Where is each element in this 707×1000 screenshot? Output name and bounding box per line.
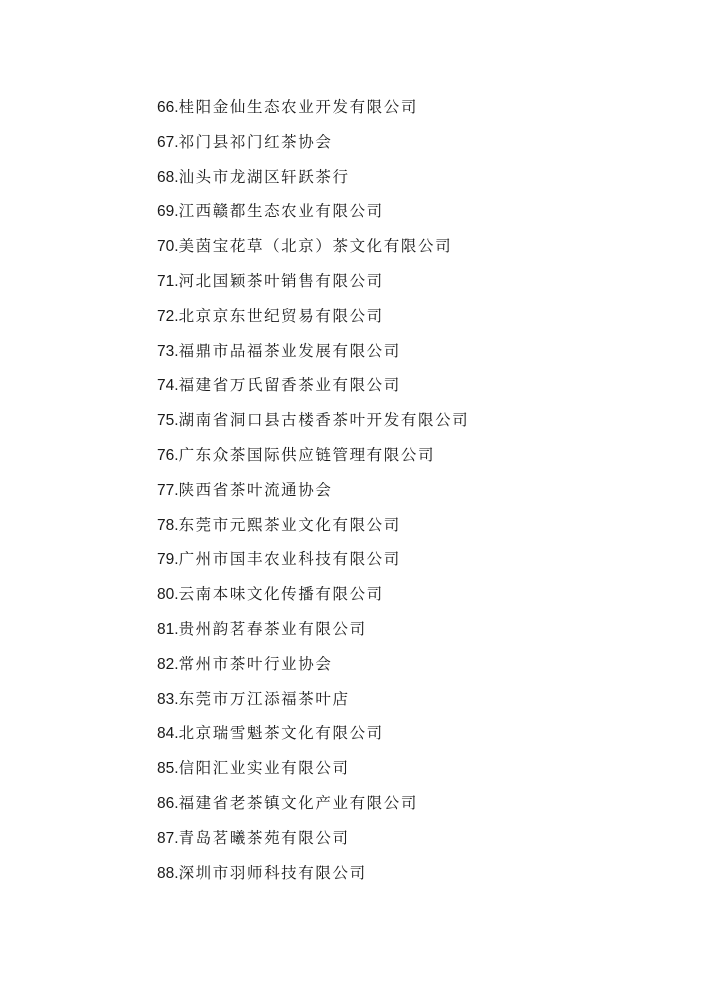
organization-name: 福建省老茶镇文化产业有限公司 — [178, 793, 418, 812]
item-number: 78. — [157, 516, 179, 534]
organization-name: 美茵宝花草（北京）茶文化有限公司 — [178, 237, 453, 256]
organization-name: 东莞市元熙茶业文化有限公司 — [178, 515, 401, 534]
organization-name: 汕头市龙湖区轩跃茶行 — [178, 167, 350, 186]
item-number: 74. — [157, 377, 179, 395]
item-number: 84. — [157, 725, 179, 743]
list-item — [157, 334, 469, 369]
item-number: 73. — [157, 342, 179, 360]
list-item — [157, 473, 469, 508]
organization-name: 福鼎市品福茶业发展有限公司 — [178, 341, 401, 360]
item-number: 83. — [157, 690, 179, 708]
list-item — [157, 368, 469, 403]
item-number: 80. — [157, 586, 179, 604]
organization-name: 青岛茗曦茶苑有限公司 — [178, 828, 350, 847]
list-item — [157, 821, 469, 856]
organization-name: 东莞市万江添福茶叶店 — [178, 689, 350, 708]
item-number: 71. — [157, 272, 179, 290]
organization-name: 祁门县祁门红茶协会 — [178, 132, 333, 151]
item-number: 67. — [157, 133, 179, 151]
organization-name: 广东众茶国际供应链管理有限公司 — [178, 445, 436, 464]
list-item — [157, 508, 469, 543]
item-number: 86. — [157, 794, 179, 812]
item-number: 81. — [157, 620, 179, 638]
list-item — [157, 647, 469, 682]
item-number: 88. — [157, 864, 179, 882]
organization-list — [157, 90, 469, 890]
list-item — [157, 577, 469, 612]
item-number: 77. — [157, 481, 179, 499]
item-number: 87. — [157, 829, 179, 847]
organization-name: 深圳市羽师科技有限公司 — [178, 863, 367, 882]
list-item — [157, 438, 469, 473]
item-number: 76. — [157, 446, 179, 464]
item-number: 82. — [157, 655, 179, 673]
list-item — [157, 716, 469, 751]
organization-name: 江西赣都生态农业有限公司 — [178, 202, 384, 221]
organization-name: 北京京东世纪贸易有限公司 — [178, 306, 384, 325]
list-item — [157, 264, 469, 299]
organization-name: 湖南省洞口县古楼香茶叶开发有限公司 — [178, 411, 470, 430]
item-number: 70. — [157, 238, 179, 256]
organization-name: 陕西省茶叶流通协会 — [178, 480, 333, 499]
organization-name: 常州市茶叶行业协会 — [178, 654, 333, 673]
item-number: 85. — [157, 760, 179, 778]
organization-name: 桂阳金仙生态农业开发有限公司 — [178, 98, 418, 116]
item-number: 68. — [157, 168, 179, 186]
item-number: 66. — [157, 99, 179, 116]
item-number: 69. — [157, 203, 179, 221]
organization-name: 福建省万氏留香茶业有限公司 — [178, 376, 401, 395]
item-number: 72. — [157, 307, 179, 325]
organization-name: 云南本味文化传播有限公司 — [178, 585, 384, 604]
list-item — [157, 856, 469, 891]
organization-name: 贵州韵茗春茶业有限公司 — [178, 619, 367, 638]
list-item — [157, 786, 469, 821]
list-item — [157, 542, 469, 577]
list-item — [157, 125, 469, 160]
list-item — [157, 403, 469, 438]
item-number: 75. — [157, 412, 179, 430]
item-number: 79. — [157, 551, 179, 569]
list-item — [157, 299, 469, 334]
list-item — [157, 194, 469, 229]
list-item — [157, 90, 469, 125]
organization-name: 信阳汇业实业有限公司 — [178, 759, 350, 778]
organization-name: 北京瑞雪魁茶文化有限公司 — [178, 724, 384, 743]
list-item — [157, 612, 469, 647]
list-item — [157, 229, 469, 264]
organization-name: 广州市国丰农业科技有限公司 — [178, 550, 401, 569]
list-item — [157, 160, 469, 195]
list-item — [157, 751, 469, 786]
list-item — [157, 682, 469, 717]
organization-name: 河北国颖茶叶销售有限公司 — [178, 271, 384, 290]
